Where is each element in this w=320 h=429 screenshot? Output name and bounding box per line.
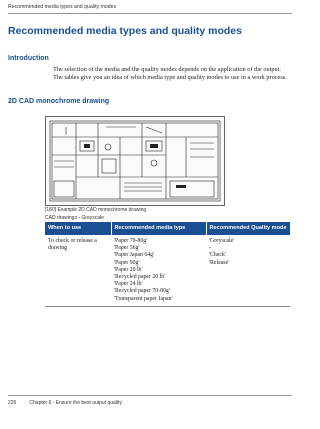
column-header-media: Recommended media type [111,222,206,235]
quality-mode-item: 'Greyscale' [209,238,235,244]
introduction-heading: Introduction [8,55,49,62]
column-header-quality: Recommended Quality mode [206,222,290,235]
figure-caption: [180] Example 2D CAD monochrome drawing [45,207,147,213]
media-type-item: 'Paper 70-80g' [114,238,148,244]
media-type-item: 'Recycled paper 70-80g' [114,288,170,295]
media-type-item: 'Transparent paper Japan' [114,295,173,302]
introduction-text: The selection of the media and the quality modes depends on the application of the output. The tables give you an idea of which media type and quality modes to use in a work process. [53,66,287,82]
media-type-item: 'Paper 20 lb' [114,266,143,273]
cell-media-types [111,235,206,306]
page-footer [8,395,292,406]
media-recommendation-table [45,222,290,307]
media-type-item: 'Recycled paper 20 lb' [114,274,166,281]
cell-quality-modes [206,235,290,306]
cad-floorplan-graphic [46,117,224,205]
cell-when-to-use: To check or release a drawing [45,235,111,306]
running-header: Recommended media types and quality modes [8,4,292,14]
page-number: 226 [8,400,17,406]
table-row [45,235,290,306]
media-type-item: 'Paper 90g' [114,259,140,266]
chapter-title: Chapter 6 - Ensure the best output quality [29,400,122,406]
page-title: Recommended media types and quality modes [8,25,242,37]
cad-drawing-image [45,116,225,206]
quality-mode-item: 'Check' [209,252,226,259]
media-type-item: 'Paper 56g' [114,245,140,252]
table-header-row [45,222,290,235]
quality-mode-item: - [209,245,211,252]
figure-subcaption: CAD drawings - Greyscale [45,215,104,221]
column-header-when: When to use [45,222,111,235]
cad-drawing-heading: 2D CAD monochrome drawing [8,98,110,105]
media-type-item: 'Paper 24 lb' [114,281,143,288]
media-type-item: 'Paper Japan 64g' [114,252,155,259]
quality-mode-item: 'Release' [209,259,230,266]
